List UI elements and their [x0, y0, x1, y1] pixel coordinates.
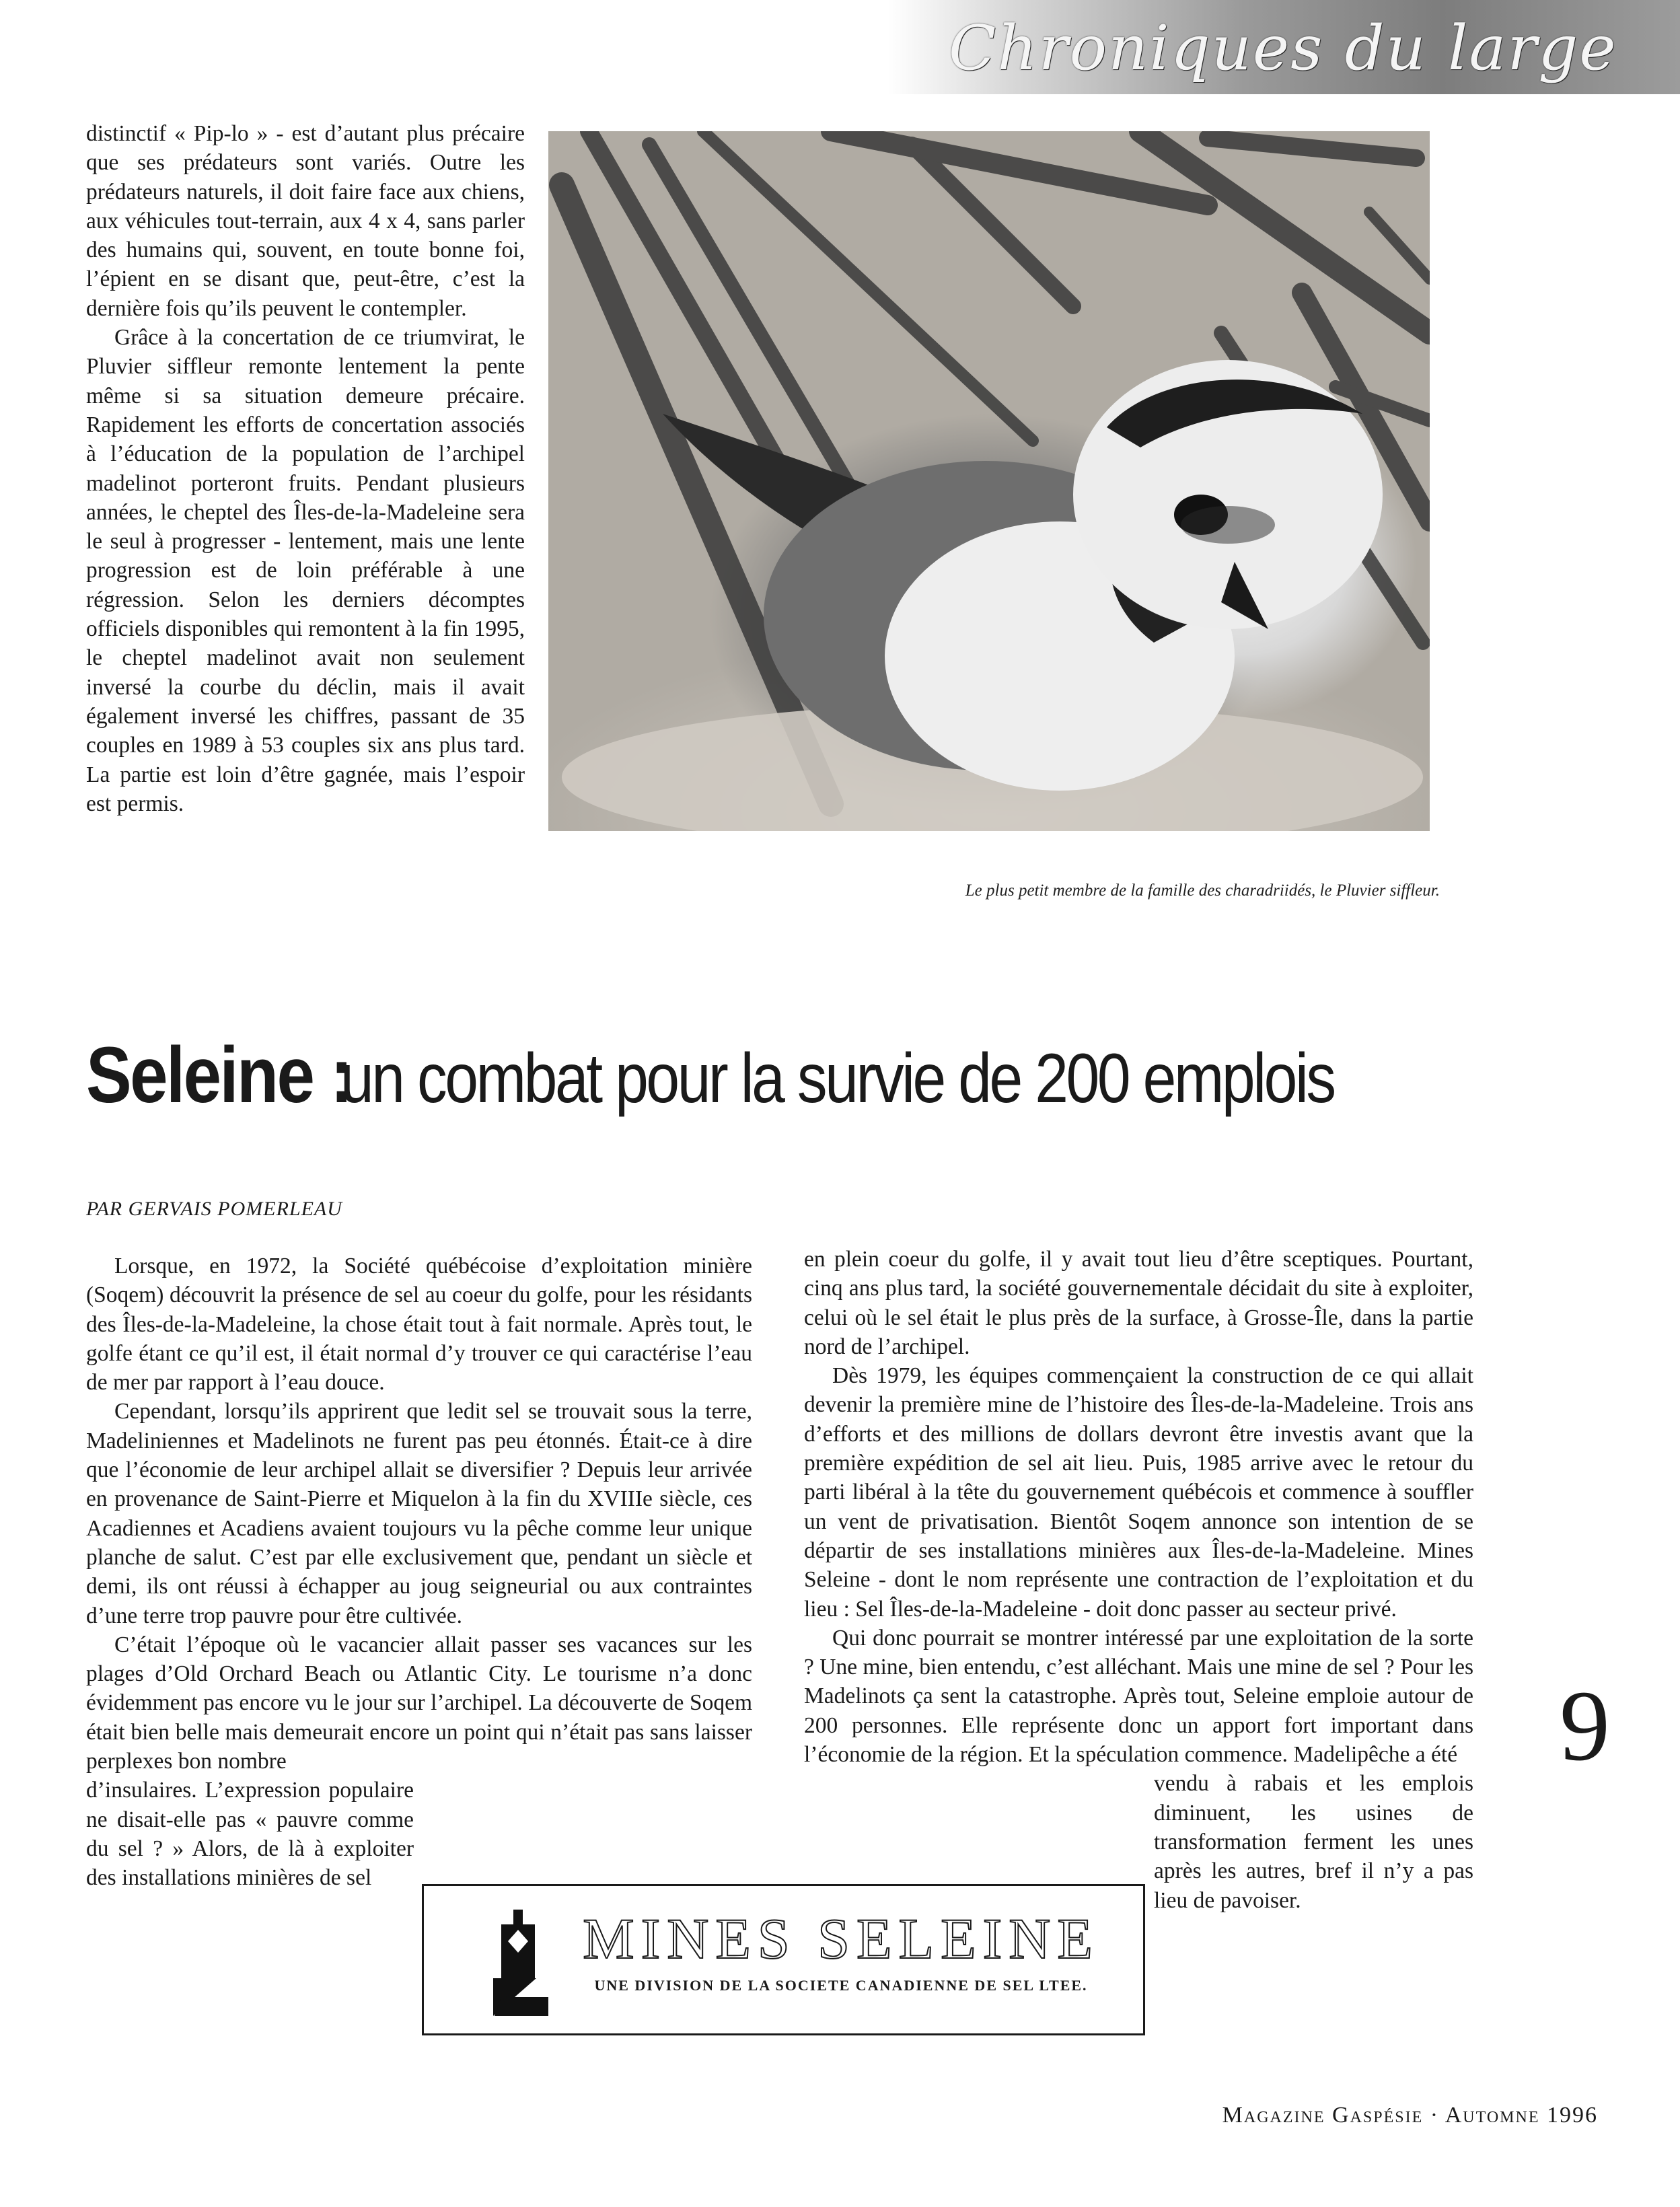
paragraph: d’insulaires. L’expression populaire ne disait-elle pas « pauvre comme du sel ? » Alors, de là à exploiter des installations minières de sel — [86, 1778, 414, 1891]
paragraph: Dès 1979, les équipes commençaient la construction de ce qui allait devenir la première mine de l’histoire des Îles-de-la-Madeleine. Trois ans d’efforts et des millions de dollars devront être investis avant que la première expédition de sel ait lieu. Puis, 1985 arrive avec le retour du parti libéral à la tête du gouvernement québécois et commence à souffler un vent de privatisation. Bientôt Soqem annonce son intention de se départir de ses installations minières aux Îles-de-la-Madeleine. Mines Seleine - dont le nom représente une contraction de l’exploitation et du lieu : Sel Îles-de-la-Madeleine - doit donc passer au secteur privé. — [804, 1363, 1473, 1622]
paragraph: Qui donc pourrait se montrer intéressé par une exploitation de la sorte ? Une mine, bien entendu, c’est alléchant. Mais une mine de sel ? Pour les Madelinots ça sent la catastrophe. Après tout, Seleine emploie autour de 200 personnes. Elle représente donc un apport fort important dans l’économie de la région. Et la spéculation commence. Madelipêche a été — [804, 1625, 1473, 1768]
paragraph: Lorsque, en 1972, la Société québécoise d’exploitation minière (Soqem) découvrit la présence de sel au coeur du golfe, pour les résidants des Îles-de-la-Madeleine, la chose était tout à fait normale. Après tout, le golfe étant ce qu’il est, il était normal d’y trouver ce qui caractérise l’eau de mer par rapport à l’eau douce. — [86, 1254, 752, 1396]
ad-subtitle: UNE DIVISION DE LA SOCIETE CANADIENNE DE SEL LTEE. — [594, 1977, 1088, 1994]
page-footer: Magazine Gaspésie · Automne 1996 — [1222, 2103, 1598, 2128]
headline-rest: un combat pour la survie de 200 emplois — [340, 1040, 1334, 1118]
paragraph: distinctif « Pip-lo » - est d’autant plus précaire que ses prédateurs sont variés. Outre les prédateurs naturels, il doit faire face aux chiens, aux véhicules tout-terrain, aux 4 x 4, sans parler des humains qui, souvent, en toute bonne foi, l’épient en se disant que, peut-être, c’est la dernière fois qu’ils peuvent le contempler. — [86, 121, 525, 321]
byline: PAR GERVAIS POMERLEAU — [86, 1198, 342, 1220]
ad-title: MINES SELEINE — [583, 1906, 1099, 1971]
section-banner — [888, 0, 1680, 94]
section-title: Chroniques du large — [949, 12, 1617, 84]
page-number: 9 — [1560, 1670, 1610, 1782]
mine-logo-icon — [488, 1910, 555, 2017]
article-headline — [86, 1029, 1496, 1121]
paragraph: Grâce à la concertation de ce triumvirat, le Pluvier siffleur remonte lentement la pente même si sa situation demeure précaire. Rapidement les efforts de concertation associés à l’éducation de la population de l’archipel madelinot porteront fruits. Pendant plusieurs années, le cheptel des Îles-de-la-Madeleine sera le seul à progresser - lentement, mais une lente progression est de loin préférable à une régression. Selon les derniers décomptes officiels disponibles qui remontent à la fin 1995, le cheptel madelinot avait non seulement inversé la courbe du déclin, mais il avait également inversé les chiffres, passant de 35 couples en 1989 à 53 couples six ans plus tard. La partie est loin d’être gagnée, mais l’espoir est permis. — [86, 325, 525, 816]
headline-bold: Seleine : — [86, 1031, 352, 1120]
top-text-column — [86, 119, 525, 818]
paragraph: vendu à rabais et les emplois diminuent, les usines de transformation ferment les unes après les autres, bref il n’y a pas lieu de pavoiser. — [1154, 1771, 1473, 1913]
paragraph: en plein coeur du golfe, il y avait tout lieu d’être sceptiques. Pourtant, cinq ans plus tard, la société gouvernementale décidait du site à exploiter, celui où le sel était le plus près de la surface, à Grosse-Île, dans la partie nord de l’archipel. — [804, 1247, 1473, 1359]
paragraph: Cependant, lorsqu’ils apprirent que ledit sel se trouvait sous la terre, Madeliniennes et Madelinots ne furent pas peu étonnés. Était-ce à dire que l’économie de leur archipel allait se diversifier ? Depuis leur arrivée en provenance de Saint-Pierre et Miquelon à la fin du XVIIIe siècle, ces Acadiennes et Acadiens avaient toujours vu la pêche comme leur unique planche de salut. C’est par elle exclusivement que, pendant un siècle et demi, ils ont réussi à échapper au joug seigneurial ou aux contraintes d’une terre trop pauvre pour être cultivée. — [86, 1399, 752, 1628]
article-right-column — [804, 1245, 1473, 1915]
paragraph: C’était l’époque où le vacancier allait passer ses vacances sur les plages d’Old Orchard Beach ou Atlantic City. Le tourisme n’a donc évidemment pas encore vu le jour sur l’archipel. La découverte de Soqem était bien belle mais demeurait encore un point qui n’était pas sans laisser perplexes bon nombre — [86, 1632, 752, 1774]
mines-seleine-ad — [422, 1884, 1145, 2035]
plover-illustration — [548, 131, 1430, 831]
plover-photo — [548, 131, 1430, 831]
article-left-column — [86, 1252, 752, 1893]
photo-caption: Le plus petit membre de la famille des charadriidés, le Pluvier siffleur. — [965, 881, 1440, 900]
